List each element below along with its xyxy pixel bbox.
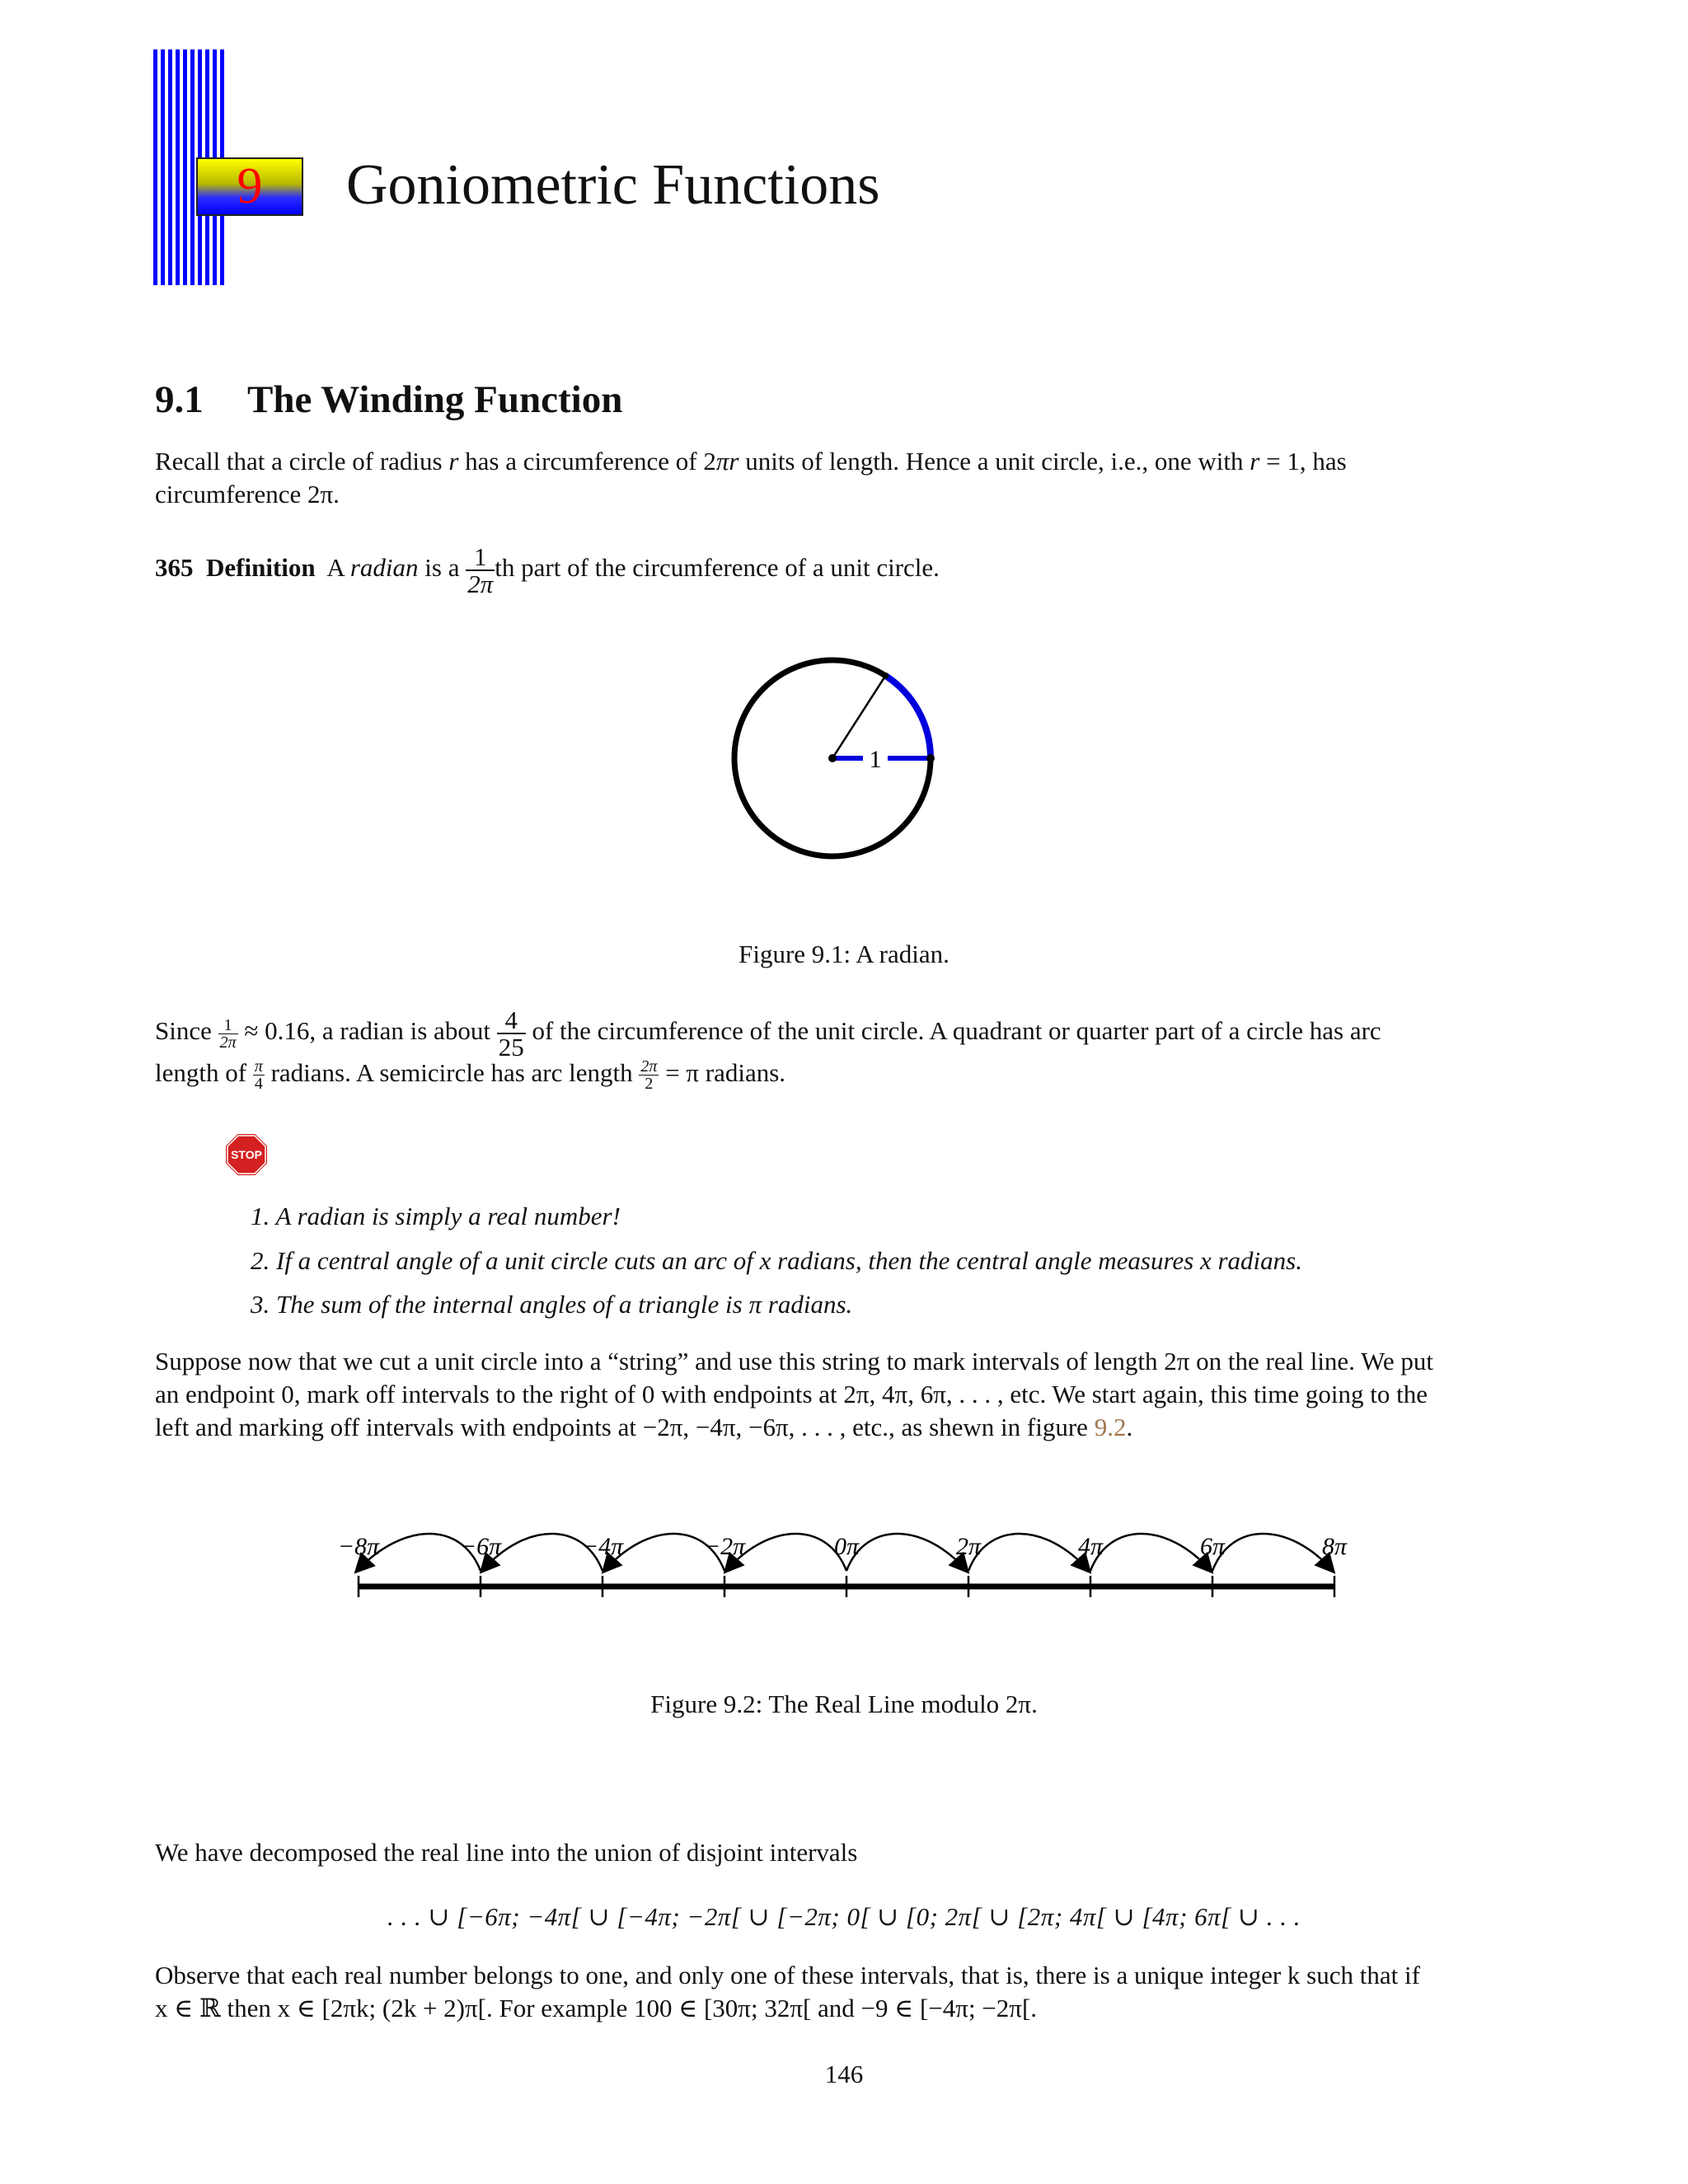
definition-number: 365 [155,553,194,583]
page-number: 146 [824,2060,864,2088]
string-line-3: left and marking off intervals with endpoints at −2π, −4π, −6π, . . . , etc., as shewn in figure 9.2. [155,1413,1133,1441]
arc-endpoint [926,754,935,762]
section-title: The Winding Function [247,378,623,421]
figure-2-caption: Figure 9.2: The Real Line modulo 2π. [650,1690,1038,1718]
tick-label-2pi: 2π [955,1533,982,1560]
string-paragraph [155,1345,1540,1444]
tick-label-neg-8pi: −8π [337,1533,380,1560]
decomposition-intro: We have decomposed the real line into the union of disjoint intervals [155,1838,858,1867]
tick-label-neg-4pi: −4π [581,1533,624,1560]
figure-1-caption: Figure 9.1: A radian. [738,940,950,968]
interval-union-formula: . . . ∪ [−6π; −4π[ ∪ [−4π; −2π[ ∪ [−2π; 0[ ∪ [0; 2π[ ∪ [2π; 4π[ ∪ [4π; 6π[ ∪ . . . [387,1902,1301,1931]
svg-text:STOP: STOP [231,1148,262,1161]
figure-radian-diagram [725,651,940,865]
fraction-pi-over-4: $\frac{\pi}{4}$ [254,1057,263,1094]
section-heading [155,375,622,424]
intro-paragraph [155,445,1540,511]
tick-label-0pi: 0π [833,1533,860,1560]
radius-label: 1 [869,746,882,773]
tick-label-4pi: 4π [1077,1533,1104,1560]
tick-label-8pi: 8π [1321,1533,1348,1560]
tick-label-6pi: 6π [1199,1533,1226,1560]
since-paragraph [155,1007,1540,1092]
observe-line-2: x ∈ ℝ then x ∈ [2πk; (2k + 2)π[. For example 100 ∈ [30π; 32π[ and −9 ∈ [−4π; −2π[. [155,1994,1038,2022]
chapter-number: 9 [237,158,263,214]
intro-line-1: Recall that a circle of radius r has a circumference of 2πr units of length. Hence a unit circle, i.e., one with r = 1, has [155,447,1347,476]
fraction-1-over-2pi: $\frac{1}{2\pi}$ [219,1015,237,1052]
string-line-2: an endpoint 0, mark off intervals to the right of 0 with endpoints at 2π, 4π, 6π, . . . , etc. We start again, this time going to the [155,1380,1428,1408]
tick-label-neg-2pi: −2π [703,1533,746,1560]
definition-label: Definition [206,553,316,583]
since-line-1: Since $\frac{1}{2\pi}$ ≈ 0.16, a radian is about $\frac{4}{25}$ of the circumference of the unit circle. A quadrant or quarter part of a circle has arc [155,1005,1381,1062]
chapter-number-badge [196,157,303,216]
fraction-4-over-25: $\frac{4}{25}$ [498,1005,524,1062]
string-line-1: Suppose now that we cut a unit circle into a “string” and use this string to mark intervals of length 2π on the real line. We put [155,1347,1434,1376]
observe-paragraph [155,1959,1540,2025]
tick-label-neg-6pi: −6π [459,1533,502,1560]
radian-arc [885,676,931,758]
list-item-3: 3. The sum of the internal angles of a triangle is π radians. [251,1290,853,1319]
figure-real-line-diagram [330,1500,1360,1624]
list-item-2: 2. If a central angle of a unit circle cuts an arc of x radians, then the central angle measures x radians. [251,1246,1302,1275]
chapter-title: Goniometric Functions [346,153,880,217]
since-line-2: length of $\frac{\pi}{4}$ radians. A semicircle has arc length $\frac{2\pi}{2}$ = π radians. [155,1057,786,1094]
figure-reference-link[interactable]: 9.2 [1094,1413,1127,1441]
stop-sign-icon [224,1132,269,1177]
fraction-2pi-over-2: $\frac{2\pi}{2}$ [640,1057,658,1094]
arc-startpoint [882,673,889,679]
definition-365: 365 Definition A radian is a $\frac{1}{2\pi}$ th part of the circumference of a unit circle. [155,542,940,598]
center-point [828,754,837,762]
list-item-1: 1. A radian is simply a real number! [251,1202,621,1230]
section-number: 9.1 [155,378,204,421]
definition-term: radian [349,553,419,583]
intro-line-2: circumference 2π. [155,480,340,509]
observe-line-1: Observe that each real number belongs to one, and only one of these intervals, that is, there is a unique integer k such that if [155,1961,1420,1990]
fraction-one-over-two-pi: $\frac{1}{2\pi}$ [467,542,494,598]
